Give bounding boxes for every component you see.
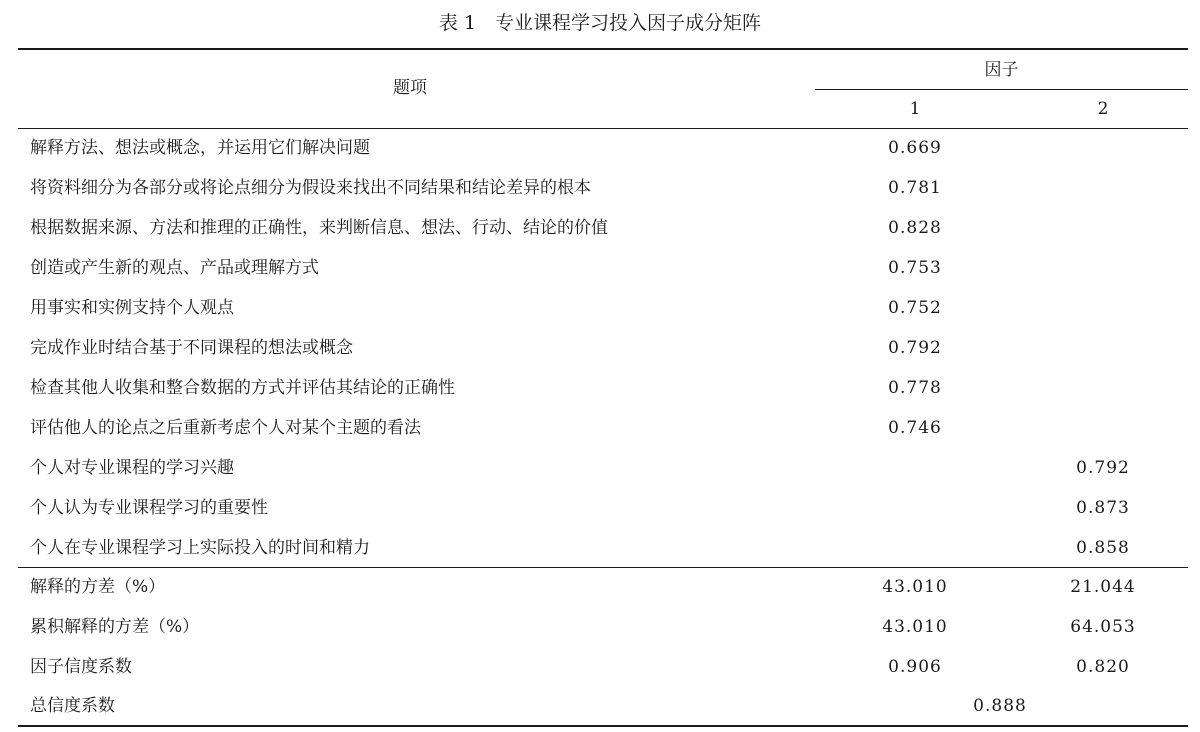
row-factor-1: 0.828 [888,218,942,238]
summary-item: 累积解释的方差（%） [30,617,200,637]
row-factor-1: 0.781 [888,178,942,198]
row-item: 个人在专业课程学习上实际投入的时间和精力 [30,538,370,558]
row-factor-1: 0.746 [888,418,942,438]
row-factor-2: 0.792 [1076,458,1130,478]
row-factor-2 [1003,368,1200,408]
total-item: 总信度系数 [30,696,115,716]
top-rule [18,48,1188,50]
row-item: 个人认为专业课程学习的重要性 [30,498,268,518]
summary-item: 因子信度系数 [30,657,132,677]
row-factor-1 [815,448,1015,488]
row-factor-1 [815,488,1015,528]
header-factor: 因子 [984,60,1019,80]
row-factor-1: 0.752 [888,298,942,318]
row-factor-2 [1003,128,1200,168]
summary-factor-1: 43.010 [882,617,948,637]
summary-factor-2: 64.053 [1070,617,1136,637]
table-caption: 表 1 专业课程学习投入因子成分矩阵 [438,12,762,34]
total-value: 0.888 [973,696,1027,716]
row-item: 将资料细分为各部分或将论点细分为假设来找出不同结果和结论差异的根本 [30,178,591,198]
header-factor-1: 1 [909,99,921,119]
row-item: 解释方法、想法或概念，并运用它们解决问题 [30,138,370,158]
summary-factor-2: 21.044 [1070,577,1136,597]
row-item: 根据数据来源、方法和推理的正确性，来判断信息、想法、行动、结论的价值 [30,218,608,238]
row-factor-1: 0.669 [888,138,942,158]
row-factor-1: 0.753 [888,258,942,278]
summary-factor-1: 43.010 [882,577,948,597]
bottom-rule [18,725,1188,727]
row-factor-2 [1003,168,1200,208]
row-factor-2 [1003,248,1200,288]
header-factor-2: 2 [1097,99,1109,119]
row-factor-2 [1003,288,1200,328]
row-item: 检查其他人收集和整合数据的方式并评估其结论的正确性 [30,378,455,398]
row-item: 用事实和实例支持个人观点 [30,298,234,318]
row-factor-2: 0.858 [1076,538,1130,558]
row-factor-2 [1003,208,1200,248]
row-factor-2 [1003,408,1200,448]
row-item: 评估他人的论点之后重新考虑个人对某个主题的看法 [30,418,421,438]
row-item: 创造或产生新的观点、产品或理解方式 [30,258,319,278]
factor-subrule [815,89,1188,90]
summary-factor-2: 0.820 [1076,657,1130,677]
header-item: 题项 [393,78,427,98]
row-factor-1 [815,528,1015,568]
summary-factor-1: 0.906 [888,657,942,677]
row-factor-2 [1003,328,1200,368]
row-factor-2: 0.873 [1076,498,1130,518]
row-item: 完成作业时结合基于不同课程的想法或概念 [30,338,353,358]
summary-item: 解释的方差（%） [30,577,166,597]
row-item: 个人对专业课程的学习兴趣 [30,458,234,478]
row-factor-1: 0.792 [888,338,942,358]
row-factor-1: 0.778 [888,378,942,398]
